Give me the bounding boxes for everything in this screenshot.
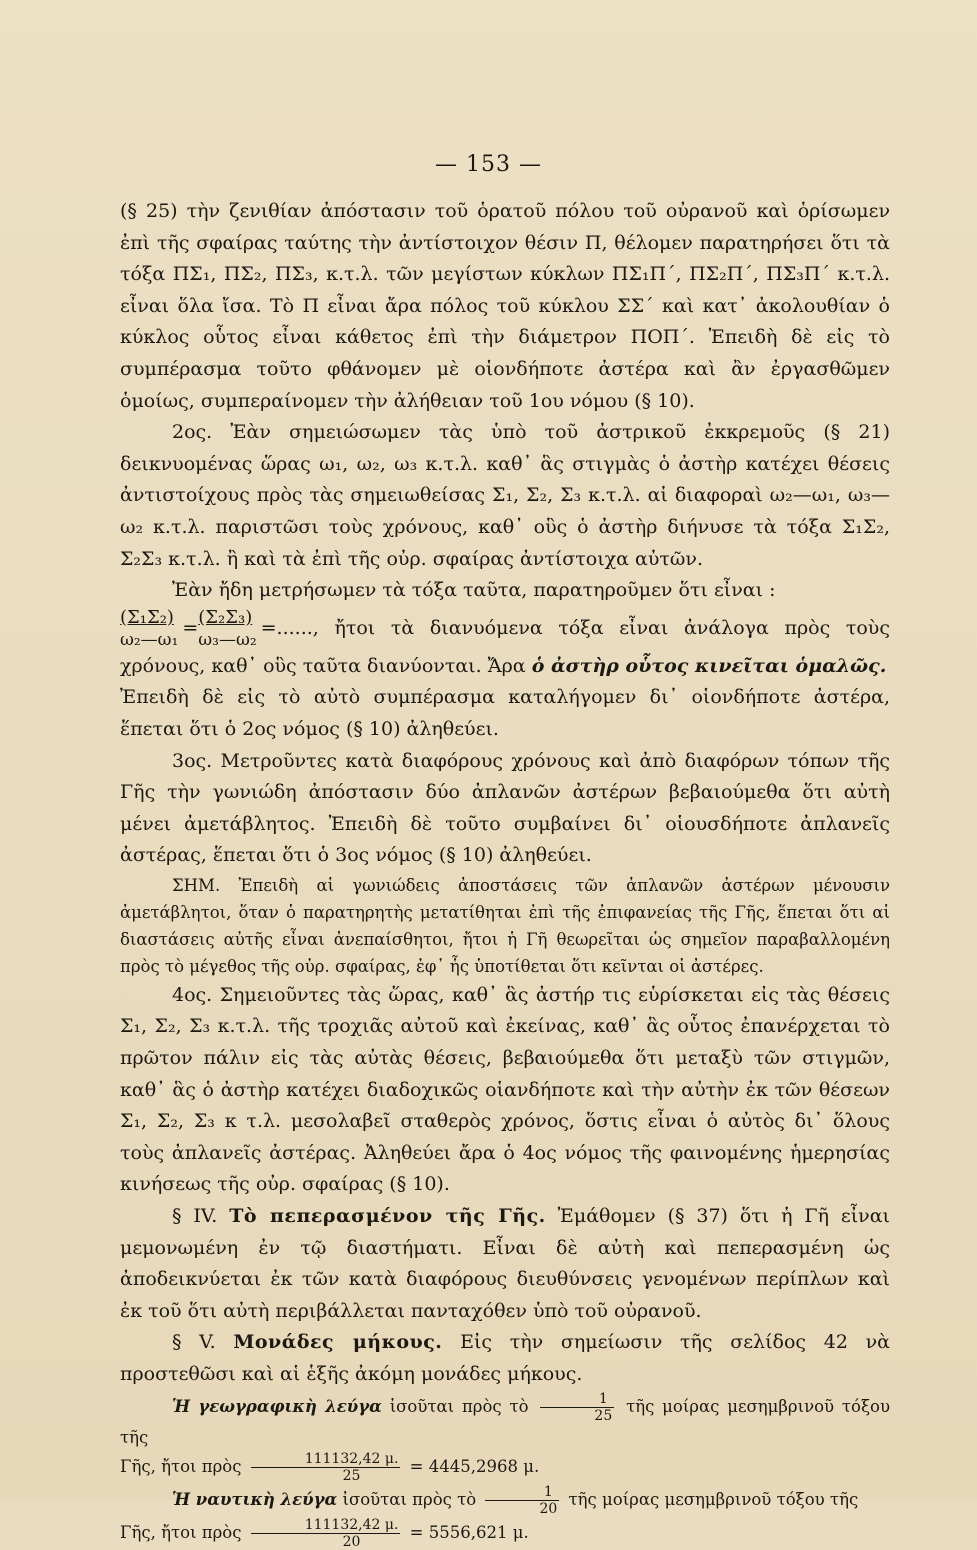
geo-label: Ἡ γεωγραφικὴ λεύγα	[172, 1396, 382, 1416]
section-v-heading: Μονάδες μήκους.	[233, 1331, 443, 1354]
nav-frac-num: 1	[485, 1484, 559, 1501]
ratio-1	[120, 607, 178, 651]
ratio-1-numerator: (Σ₁Σ₂)	[120, 606, 174, 628]
paragraph-3: Ἐὰν ἤδη μετρήσωμεν τὰ τόξα ταῦτα, παρατηροῦμεν ὅτι εἶναι :	[172, 579, 776, 602]
geo-frac2-num: 111132,42 μ.	[251, 1451, 401, 1468]
note-paragraph: ΣΗΜ. Ἐπειδὴ αἱ γωνιώδεις ἀποστάσεις τῶν ἀπλανῶν ἀστέρων μένουσιν ἀμετάβλητοι, ὅταν ὁ παρατηρητὴς μετατίθηται ἐπὶ τῆς ἐπιφανείας τῆς Γῆς, ἕπεται ὅτι αἱ διαστάσεις αὐτῆς εἶναι ἀνεπαίσθητοι, ἤτοι ἡ Γῆ θεωρεῖται ὡς σημεῖον παραβαλλομένη πρὸς τὸ μέγεθος τῆς οὐρ. σφαίρας, ἐφ᾽ ἧς ὑποτίθεται ὅτι κεῖνται οἱ ἀστέρες.	[120, 875, 890, 976]
ratio-1-denominator: ω₂—ω₁	[120, 629, 179, 650]
nav-label: Ἡ ναυτικὴ λεύγα	[172, 1489, 338, 1509]
ratio-2-numerator: (Σ₂Σ₃)	[198, 606, 253, 628]
nav-tail: τῆς μοίρας μεσημβρινοῦ τόξου τῆς	[568, 1489, 859, 1509]
section-v	[120, 1327, 890, 1390]
paragraph-4-italic: ὁ ἀστὴρ οὗτος κινεῖται ὁμαλῶς.	[531, 654, 887, 677]
nav-line2: Γῆς, ἤτοι πρὸς	[120, 1522, 242, 1542]
nav-fraction	[485, 1484, 559, 1517]
section-iv-heading: Τὸ πεπερασμένον τῆς Γῆς.	[229, 1205, 546, 1228]
geo-fraction-2	[251, 1451, 401, 1484]
section-iv-text: Ἐμάθομεν (§ 37) ὅτι ἡ Γῆ εἶναι μεμονωμένη ἐν τῷ διαστήματι. Εἶναι δὲ αὐτὴ καὶ πεπερασμένη ὡς ἀποδεικνύεται ἐκ τῶν κατὰ διαφόρους διευθύνσεις γενομένων περίπλων καὶ ἐκ τοῦ ὅτι αὐτὴ περιβάλλεται πανταχόθεν ὑπὸ τοῦ οὐρανοῦ.	[120, 1205, 890, 1322]
paragraph-2: 2ος. Ἐὰν σημειώσωμεν τὰς ὑπὸ τοῦ ἀστρικοῦ ἐκκρεμοῦς (§ 21) δεικνυομένας ὥρας ω₁, ω₂, ω₃ κ.τ.λ. καθ᾽ ἃς στιγμὰς ὁ ἀστὴρ κατέχει θέσεις ἀντιστοίχους πρὸς τὰς σημειωθείσας Σ₁, Σ₂, Σ₃ κ.τ.λ. αἱ διαφοραὶ ω₂—ω₁, ω₃—ω₂ κ.τ.λ. παριστῶσι τοὺς χρόνους, καθ᾽ οὓς ὁ ἀστὴρ διήνυσε τὰ τόξα Σ₁Σ₂, Σ₂Σ₃ κ.τ.λ. ἢ καὶ τὰ ἐπὶ τῆς οὐρ. σφαίρας ἀντίστοιχα αὐτῶν.	[120, 421, 890, 570]
ratio-2-denominator: ω₃—ω₂	[198, 629, 257, 650]
geo-text: ἰσοῦται πρὸς τὸ	[389, 1396, 529, 1416]
paragraph-6: 3ος. Μετροῦντες κατὰ διαφόρους χρόνους καὶ ἀπὸ διαφόρων τόπων τῆς Γῆς τὴν γωνιώδη ἀπόστασιν δύο ἀπλανῶν ἀστέρων βεβαιούμεθα ὅτι αὐτὴ μένει ἀμετάβλητος. Ἐπειδὴ δὲ τοῦτο συμβαίνει δι᾽ οἱουσδήποτε ἀπλανεῖς ἀστέρας, ἕπεται ὅτι ὁ 3ος νόμος (§ 10) ἀληθεύει.	[120, 749, 890, 867]
geo-frac2-den: 25	[342, 1467, 361, 1484]
section-iv-number: § IV.	[172, 1205, 218, 1228]
ratio-2	[198, 607, 256, 651]
paragraph-4-text: =......, ἤτοι τὰ διανυόμενα τόξα εἶναι ἀνάλογα πρὸς τοὺς χρόνους, καθ᾽ οὓς ταῦτα διανύονται. Ἄρα	[120, 616, 890, 677]
paragraph-8: 4ος. Σημειοῦντες τὰς ὥρας, καθ᾽ ἃς ἀστήρ τις εὑρίσκεται εἰς τὰς θέσεις Σ₁, Σ₂, Σ₃ κ.τ.λ. τῆς τροχιᾶς αὐτοῦ καὶ ἐκείνας, καθ᾽ ἃς οὗτος ἐπανέρχεται τὸ πρῶτον πάλιν εἰς τὰς αὐτὰς θέσεις, βεβαιούμεθα ὅτι μεταξὺ τῶν στιγμῶν, καθ᾽ ἃς ὁ ἀστὴρ κατέχει διαδοχικῶς οἱανδήποτε καὶ τὴν αὐτὴν ἐκ τῶν θέσεων Σ₁, Σ₂, Σ₃ κ τ.λ. μεσολαβεῖ σταθερὸς χρόνος, ὅστις εἶναι ὁ αὐτὸς δι᾽ ὅλους τοὺς ἀπλανεῖς ἀστέρας. Ἀληθεύει ἄρα ὁ 4ος νόμος τῆς φαινομένης ἡμερησίας κινήσεως τῆς οὐρ. σφαίρας (§ 10).	[120, 983, 890, 1196]
nautical-league	[120, 1484, 890, 1550]
nav-text: ἰσοῦται πρὸς τὸ	[342, 1489, 477, 1509]
nav-frac2-num: 111132,42 μ.	[251, 1517, 401, 1534]
geo-fraction	[540, 1391, 614, 1424]
nav-fraction-2	[251, 1517, 401, 1550]
nav-frac2-den: 20	[342, 1533, 361, 1550]
page-number: — 153 —	[435, 152, 542, 177]
nav-frac-den: 20	[539, 1500, 558, 1517]
geo-tail: τῆς μοίρας μεσημβρινοῦ τόξου τῆς	[120, 1396, 891, 1447]
geo-frac-num: 1	[540, 1391, 614, 1408]
paragraph-1: (§ 25) τὴν ζενιθίαν ἀπόστασιν τοῦ ὁρατοῦ πόλου τοῦ οὐρανοῦ καὶ ὁρίσωμεν ἐπὶ τῆς σφαίρας ταύτης τὴν ἀντίστοιχον θέσιν Π, θέλομεν παρατηρήσει ὅτι τὰ τόξα ΠΣ₁, ΠΣ₂, ΠΣ₃, κ.τ.λ. τῶν μεγίστων κύκλων ΠΣ₁Π΄, ΠΣ₂Π΄, ΠΣ₃Π΄ κ.τ.λ. εἶναι ὅλα ἴσα. Τὸ Π εἶναι ἄρα πόλος τοῦ κύκλου ΣΣ΄ καὶ κατ᾽ ἀκολουθίαν ὁ κύκλος οὗτος εἶναι κάθετος ἐπὶ τὴν διάμετρον ΠΟΠ΄. Ἐπειδὴ δὲ εἰς τὸ συμπέρασμα τοῦτο φθάνομεν μὲ οἱονδήποτε ἀστέρα καὶ ἂν ἐργασθῶμεν ὁμοίως, συμπεραίνομεν τὴν ἀλήθειαν τοῦ 1ου νόμου (§ 10).	[120, 200, 890, 412]
geo-result: = 4445,2968 μ.	[409, 1456, 540, 1476]
section-v-number: § V.	[172, 1331, 216, 1354]
paragraph-5: Ἐπειδὴ δὲ εἰς τὸ αὐτὸ συμπέρασμα καταλήγομεν δι᾽ οἱονδήποτε ἀστέρα, ἕπεται ὅτι ὁ 2ος νόμος (§ 10) ἀληθεύει.	[120, 686, 890, 740]
page-body	[120, 196, 890, 1550]
geographic-league	[120, 1391, 890, 1484]
geo-frac-den: 25	[594, 1407, 613, 1424]
paragraph-4: $\frac{\text{(Σ₁Σ₂)}}{\text{ω₂—ω₁}}$ = $\frac{\text{(Σ₂Σ₃)}}{\text{ω₃—ω₂}}$ =......, ἤτοι τὰ διανυόμενα τόξα εἶναι ἀνάλογα πρὸς τοὺς χρόνους, καθ᾽ οὓς ταῦτα διανύονται. Ἄρα ὁ ἀστὴρ οὗτος κινεῖται ὁμαλῶς.	[120, 606, 890, 677]
geo-line2: Γῆς, ἤτοι πρὸς	[120, 1456, 242, 1476]
section-v-text: Εἰς τὴν σημείωσιν τῆς σελίδος 42 νὰ προστεθῶσι καὶ αἱ ἑξῆς ἀκόμη μονάδες μήκους.	[120, 1331, 890, 1385]
section-iv	[120, 1201, 890, 1327]
nav-result: = 5556,621 μ.	[409, 1522, 529, 1542]
